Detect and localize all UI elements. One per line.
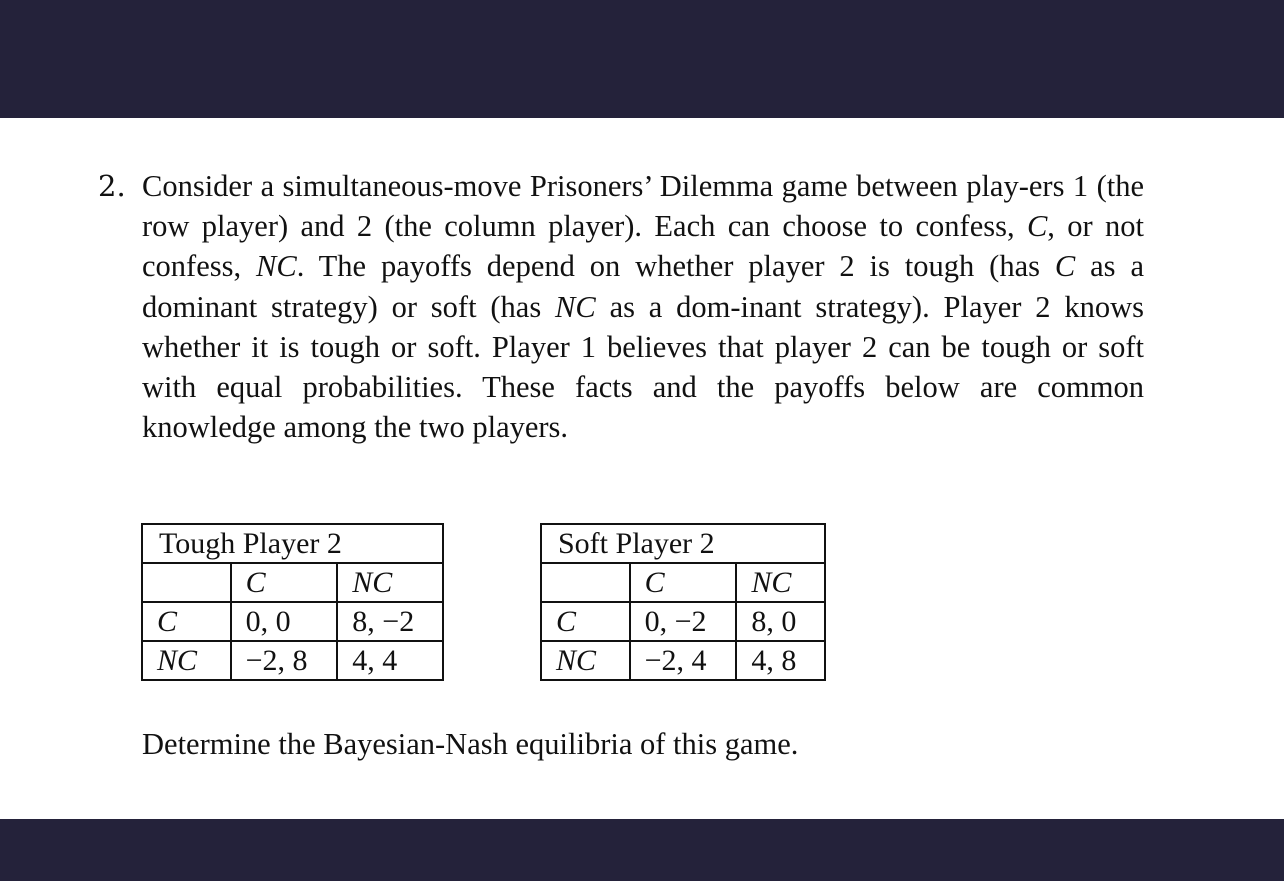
table-title: Tough Player 2 [142,524,443,563]
corner-cell [541,563,630,602]
row-header: C [142,602,231,641]
math-symbol: C [1026,209,1048,244]
column-header: C [231,563,338,602]
table-row [541,602,825,641]
payoff-cell: 0, −2 [630,602,737,641]
math-symbol: C [1054,249,1076,284]
statement-text: Consider a simultaneous-move Prisoners’ Dilemma game between play-ers 1 (the row player) and 2 (the column player). Each can choose to confess, [142,169,1144,244]
statement-text: as a dom-inant strategy). Player 2 knows whether it is tough or soft. Player 1 believes that player 2 can be tough or soft with equal probabilities. These facts and the payoffs below are common knowledge among the two players. [142,289,1144,445]
row-header: C [541,602,630,641]
payoff-cell: 8, −2 [337,602,443,641]
column-header: NC [337,563,443,602]
payoff-cell: −2, 8 [231,641,338,680]
payoff-cell: 4, 8 [736,641,825,680]
soft-player-2-payoff-table [540,523,826,681]
document-page [0,118,1284,819]
payoff-cell: −2, 4 [630,641,737,680]
payoff-cell: 0, 0 [231,602,338,641]
table-row [541,641,825,680]
payoff-cell: 4, 4 [337,641,443,680]
statement-text: . The payoffs depend on whether player 2 is tough (has [296,249,1055,284]
math-symbol: NC [555,289,596,324]
column-header: NC [736,563,825,602]
closing-question: Determine the Bayesian-Nash equilibria of this game. [142,727,799,761]
column-header: C [630,563,737,602]
statement-text: , or not confess, [142,209,1144,284]
table-title: Soft Player 2 [541,524,825,563]
row-header: NC [541,641,630,680]
payoff-cell: 8, 0 [736,602,825,641]
tough-player-2-payoff-table [141,523,444,681]
table-row [142,602,443,641]
table-row [142,641,443,680]
problem-number: 2. [98,169,126,203]
problem-statement [142,166,1144,447]
corner-cell [142,563,231,602]
math-symbol: NC [256,249,297,284]
row-header: NC [142,641,231,680]
statement-text: as a dominant strategy) or soft (has [142,249,1144,324]
